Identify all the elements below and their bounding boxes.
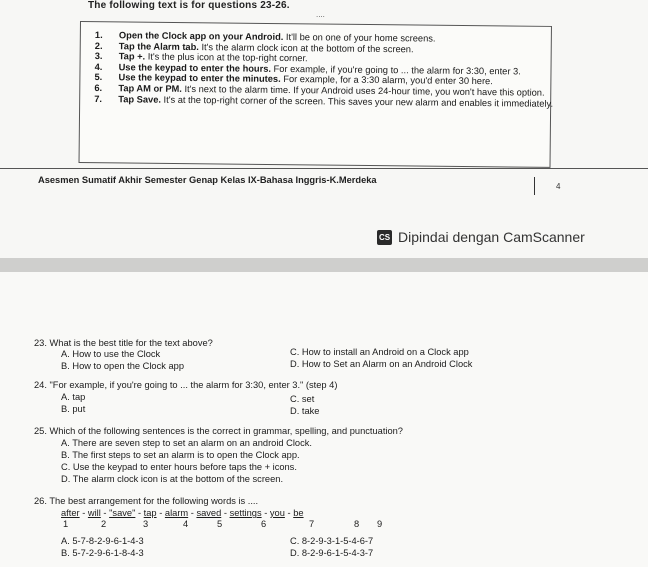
step-text: For example, for a 3:30 alarm, you'd enter 30 here. [280, 74, 493, 87]
step-text: For example, if you're going to ... the alarm for 3:30, enter 3. [270, 63, 521, 77]
question-26: 26. The best arrangement for the following words is .... [34, 496, 259, 506]
q25-option-a: A. There are seven step to set an alarm on an android Clock. [61, 438, 312, 448]
q24-option-c: C. set [290, 394, 315, 404]
q23-option-a: A. How to use the Clock [61, 349, 161, 359]
q26-option-d: D. 8-2-9-6-1-5-4-3-7 [290, 548, 374, 558]
q26-separator: - [223, 508, 227, 518]
step-bold: Use the keypad to enter the hours. [118, 62, 272, 74]
q26-separator: - [287, 508, 291, 518]
q25-option-c: C. Use the keypad to enter hours before taps the + icons. [61, 462, 297, 472]
q26-number: 1 [63, 519, 69, 529]
step-text: It's at the top-right corner of the screen. This saves your new alarm and enables it immediately. [160, 94, 554, 109]
page-gap [0, 258, 648, 272]
q26-option-a: A. 5-7-8-2-9-6-1-4-3 [61, 536, 144, 546]
q26-number: 2 [101, 519, 107, 529]
camscanner-watermark [377, 229, 585, 245]
step-bold: Tap the Alarm tab. [118, 40, 199, 52]
q26-number: 8 [354, 519, 360, 529]
q26-separator: - [264, 508, 268, 518]
camscanner-icon: CS [377, 230, 392, 245]
q26-separator: - [159, 508, 163, 518]
q23-option-b: B. How to open the Clock app [61, 361, 184, 371]
q26-separator: - [137, 508, 142, 518]
step-number: 6. [94, 82, 103, 94]
step-text: It's the alarm clock icon at the bottom of the screen. [198, 41, 414, 54]
q26-word: you [269, 508, 285, 518]
page-number: 4 [556, 182, 561, 191]
q26-word: alarm [164, 508, 189, 518]
q26-number: 5 [217, 519, 223, 529]
step-number: 5. [94, 72, 103, 83]
step-text: It's the plus icon at the top-right corner. [145, 51, 308, 64]
q23-option-c: C. How to install an Android on a Clock app [290, 347, 469, 357]
q26-option-c: C. 8-2-9-3-1-5-4-6-7 [290, 536, 374, 546]
q26-number: 7 [309, 519, 315, 529]
step-text: It'll be on one of your home screens. [283, 31, 436, 44]
heading-dots: .... [316, 10, 325, 19]
step-bold: Open the Clock app on your Android. [118, 30, 284, 42]
question-24: 24. "For example, if you're going to ... the alarm for 3:30, enter 3." (step 4) [34, 380, 338, 390]
q23-option-d: D. How to Set an Alarm on an Android Clock [290, 359, 473, 369]
q26-word: be [293, 508, 304, 518]
steps-list [94, 30, 555, 109]
step-number: 1. [94, 30, 103, 41]
q26-option-b: B. 5-7-2-9-6-1-8-4-3 [61, 548, 144, 558]
q25-option-d: D. The alarm clock icon is at the bottom of the screen. [61, 474, 284, 484]
question-23: 23. What is the best title for the text above? [34, 338, 213, 348]
q24-option-a: A. tap [61, 392, 86, 402]
step-number: 3. [94, 51, 103, 62]
q26-number: 3 [143, 519, 149, 529]
q24-option-b: B. put [61, 404, 86, 414]
q26-word-list [61, 508, 304, 518]
step-bold: Tap AM or PM. [118, 83, 182, 94]
q26-word: "save" [109, 508, 136, 518]
q26-separator: - [82, 508, 86, 518]
q26-word: saved [196, 508, 222, 518]
q26-separator: - [190, 508, 194, 518]
q24-option-d: D. take [290, 406, 320, 416]
scanned-page-top [0, 0, 648, 258]
reading-heading: The following text is for questions 23-26. [88, 0, 290, 11]
q26-separator: - [103, 508, 107, 518]
q25-option-b: B. The first steps to set an alarm is to open the Clock app. [61, 450, 300, 460]
question-25: 25. Which of the following sentences is the correct in grammar, spelling, and punctuation? [34, 426, 403, 436]
q26-word: will [87, 508, 101, 518]
step-number: 2. [94, 40, 103, 51]
step-text: It's next to the alarm time. If your Android uses 24-hour time, you won't have this option. [181, 83, 545, 98]
camscanner-text: Dipindai dengan CamScanner [398, 229, 585, 245]
q26-word: settings [229, 508, 262, 518]
footer-rule [0, 168, 648, 169]
step-number: 4. [94, 61, 103, 72]
step-bold: Tap Save. [118, 93, 162, 105]
step-number: 7. [94, 93, 103, 104]
scanned-page-bottom [0, 272, 648, 567]
step-bold: Use the keypad to enter the minutes. [118, 72, 281, 85]
q26-word: tap [143, 508, 157, 518]
footer-text: Asesmen Sumatif Akhir Semester Genap Kelas IX-Bahasa Inggris-K.Merdeka [38, 175, 377, 185]
step-bold: Tap +. [118, 51, 146, 62]
q26-number: 4 [183, 519, 189, 529]
q26-word: after [61, 508, 80, 518]
q26-number: 6 [261, 519, 267, 529]
q26-number: 9 [377, 519, 383, 529]
page-divider [534, 177, 535, 195]
